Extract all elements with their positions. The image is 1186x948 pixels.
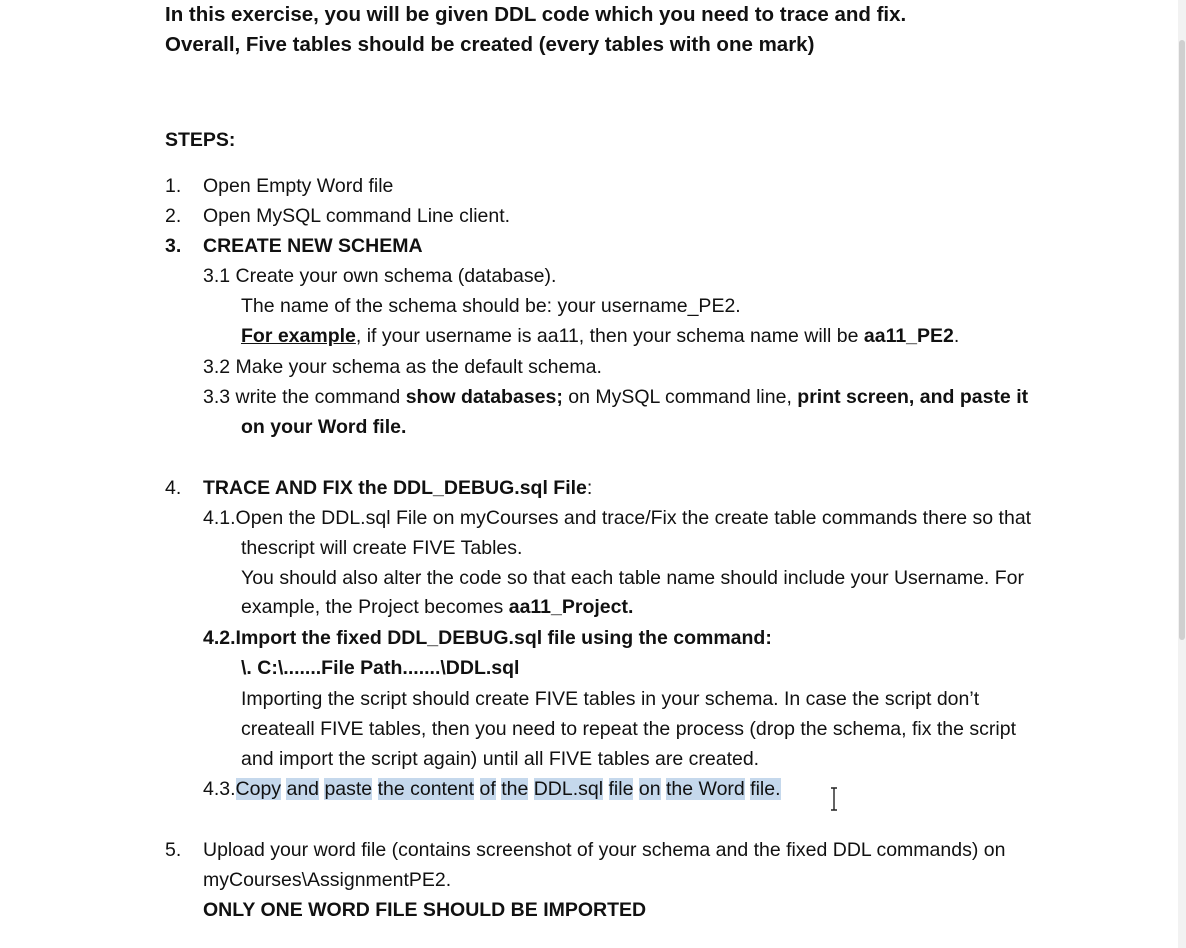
selected-word[interactable]: the content <box>377 778 475 800</box>
text-cursor-icon <box>829 786 839 812</box>
step-3-3-text-4: print screen, and paste it <box>797 386 1029 408</box>
selected-word[interactable]: of <box>479 778 496 800</box>
steps-heading: STEPS: <box>165 129 236 151</box>
step-4-1-line-4b: aa11_Project. <box>508 596 634 618</box>
selected-word[interactable]: paste <box>324 778 373 800</box>
step-2-text: Open MySQL command Line client. <box>203 205 511 227</box>
step-3-1-number: 3.1 <box>203 265 231 287</box>
step-4-2-title: Import the fixed DDL_DEBUG.sql file using the command: <box>235 627 772 649</box>
step-1 <box>165 171 393 201</box>
selected-word[interactable]: and <box>286 778 320 800</box>
step-4 <box>165 473 592 503</box>
scrollbar[interactable] <box>1178 0 1186 948</box>
step-4-1-line-1: Open the DDL.sql File on myCourses and trace/Fix the create table commands there so that <box>235 507 1032 529</box>
step-3 <box>165 231 423 261</box>
step-4-2-line-3: and import the script again) until all FIVE tables are created. <box>241 748 760 770</box>
step-4-2 <box>203 623 772 653</box>
step-3-2-text: Make your schema as the default schema. <box>235 356 602 378</box>
step-4-1-line-4 <box>241 592 633 622</box>
example-label: For example <box>241 325 356 347</box>
step-4-1 <box>203 503 1031 533</box>
step-4-1-line-2: thescript will create FIVE Tables. <box>241 537 523 559</box>
intro-line-1: In this exercise, you will be given DDL code which you need to trace and fix. <box>165 3 907 26</box>
selected-word[interactable]: on <box>638 778 661 800</box>
step-3-3 <box>203 382 1028 412</box>
step-3-number: 3. <box>165 235 182 257</box>
step-4-2-command: \. C:\.......File Path.......\DDL.sql <box>241 657 520 679</box>
step-4-title: TRACE AND FIX the DDL_DEBUG.sql File <box>203 477 587 499</box>
selected-word[interactable]: Copy <box>235 778 282 800</box>
selected-word[interactable]: the <box>501 778 529 800</box>
step-3-3-text-3: on MySQL command line, <box>562 386 798 408</box>
step-4-3[interactable] <box>203 774 781 804</box>
step-4-1-line-3: You should also alter the code so that each table name should include your Username. For <box>241 567 1025 589</box>
selected-word[interactable]: DDL.sql <box>533 778 604 800</box>
step-4-3-number: 4.3. <box>203 778 236 800</box>
intro-line-2: Overall, Five tables should be created (every tables with one mark) <box>165 33 815 56</box>
example-end: . <box>953 325 960 347</box>
example-text: , if your username is aa11, then your schema name will be <box>355 325 864 347</box>
scrollbar-thumb[interactable] <box>1179 40 1185 640</box>
step-5-line-1: Upload your word file (contains screenshot of your schema and the fixed DDL commands) on <box>203 839 1006 861</box>
step-3-3-line-2: on your Word file. <box>241 416 407 438</box>
step-1-number: 1. <box>165 175 182 197</box>
step-3-3-number: 3.3 <box>203 386 231 408</box>
step-3-1-example <box>241 321 959 351</box>
example-schema-name: aa11_PE2 <box>863 325 954 347</box>
step-4-2-line-1: Importing the script should create FIVE tables in your schema. In case the script don’t <box>241 688 980 710</box>
step-4-1-line-4a: example, the Project becomes <box>241 596 509 618</box>
step-3-1 <box>203 261 556 291</box>
selected-word[interactable]: the Word <box>665 778 745 800</box>
step-4-2-number: 4.2. <box>203 627 236 649</box>
selected-word[interactable]: file <box>608 778 634 800</box>
step-5-number: 5. <box>165 839 182 861</box>
step-3-1-text: Create your own schema (database). <box>235 265 557 287</box>
step-4-colon: : <box>586 477 593 499</box>
step-3-2-number: 3.2 <box>203 356 231 378</box>
step-3-3-text-1: write the command <box>235 386 406 408</box>
selected-word[interactable]: file. <box>750 778 781 800</box>
step-2 <box>165 201 510 231</box>
step-3-1-line-2: The name of the schema should be: your username_PE2. <box>241 295 741 317</box>
step-5 <box>165 835 1005 865</box>
step-3-2 <box>203 352 602 382</box>
step-4-1-number: 4.1. <box>203 507 236 529</box>
step-1-text: Open Empty Word file <box>203 175 394 197</box>
step-2-number: 2. <box>165 205 182 227</box>
step-4-number: 4. <box>165 477 182 499</box>
step-3-3-command: show databases; <box>405 386 563 408</box>
step-3-title: CREATE NEW SCHEMA <box>203 235 423 257</box>
step-4-2-line-2: createall FIVE tables, then you need to repeat the process (drop the schema, fix the script <box>241 718 1017 740</box>
step-5-line-2: myCourses\AssignmentPE2. <box>203 869 452 891</box>
step-5-line-3: ONLY ONE WORD FILE SHOULD BE IMPORTED <box>203 899 647 921</box>
